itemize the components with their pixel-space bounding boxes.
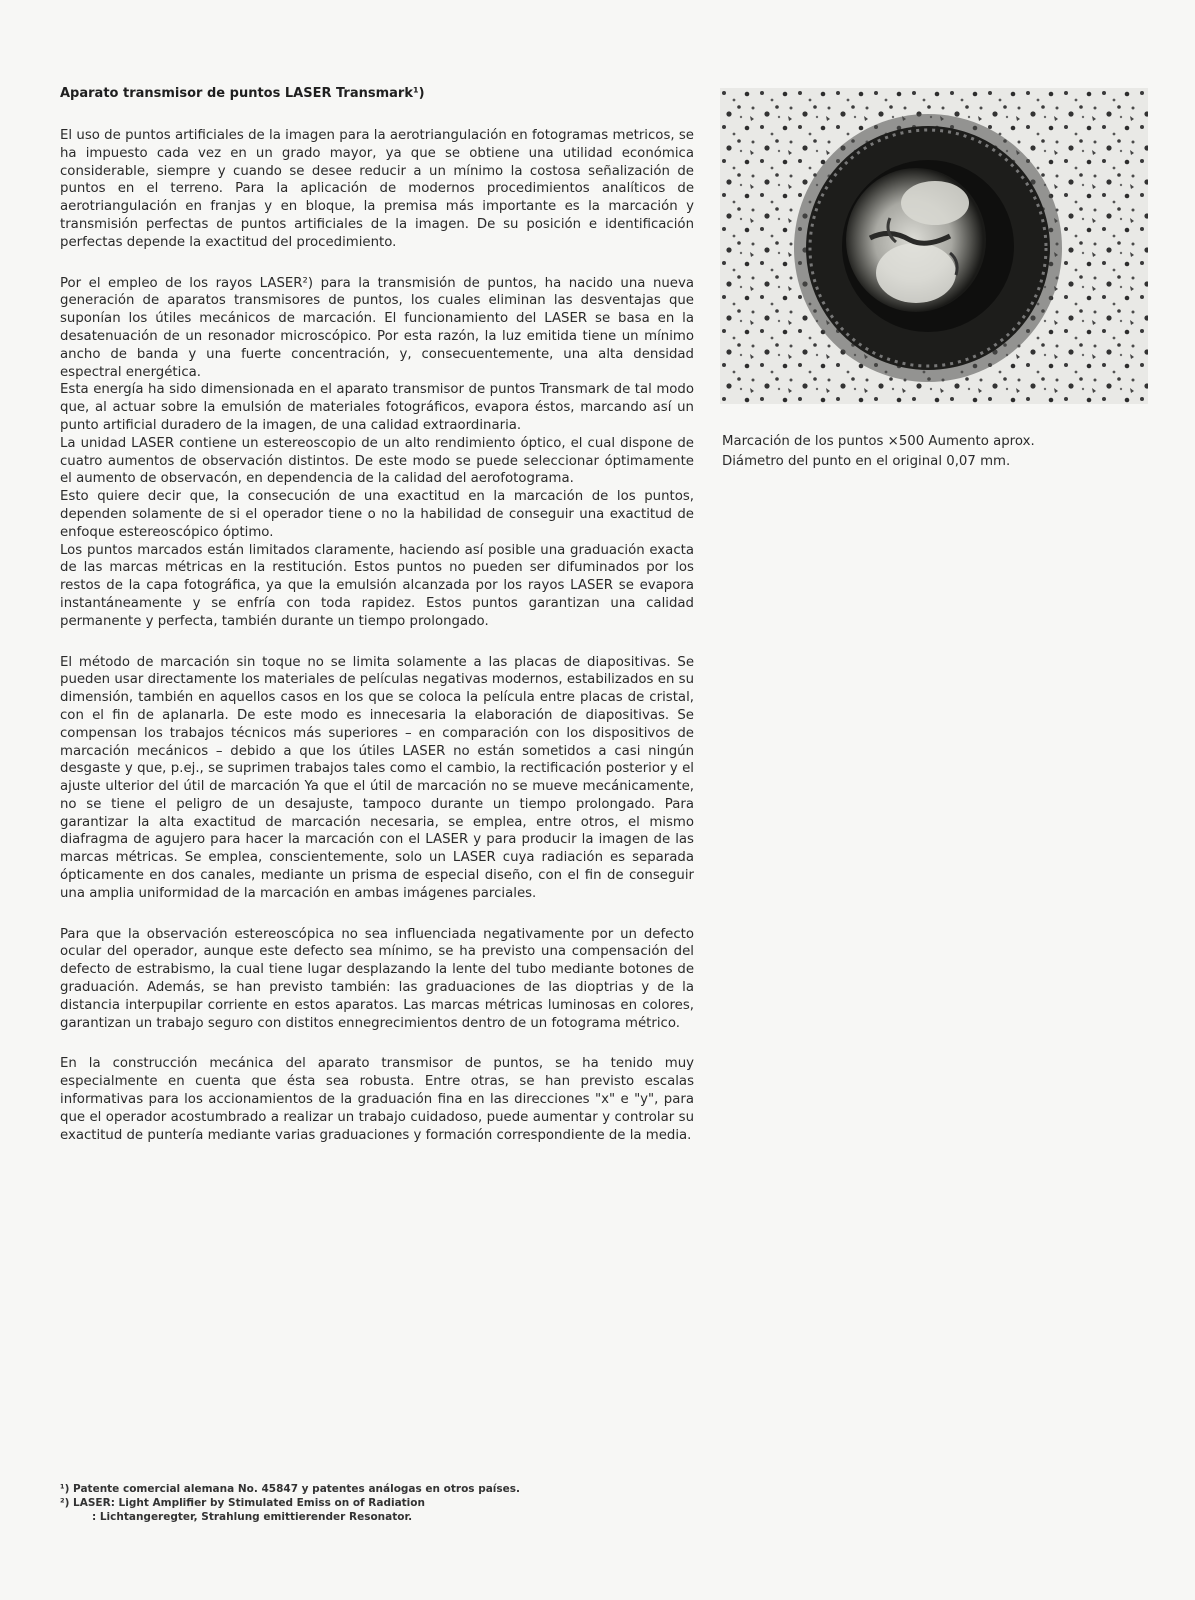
paragraph-points: Los puntos marcados están limitados claramente, haciendo así posible una graduación exacta de las marcas métricas en la restitución. Estos puntos no pueden ser difuminados por los restos de la capa fotográfica, ya que la emulsión alcanzada por los rayos LASER se evapora instantáneamente y se enfría con toda rapidez. Estos puntos garantizan una calidad permanente y perfecta, también durante un tiempo prolongado. <box>60 542 694 629</box>
micrograph-image <box>720 88 1148 404</box>
paragraph-observation: Para que la observación estereoscópica no sea influenciada negativamente por un defecto ocular del operador, aunque este defecto sea mínimo, se ha previsto una compensación del defecto de estrabismo, la cual tiene lugar desplazando la lente del tubo mediante botones de graduación. Además, se han previsto también: las graduaciones de las dioptrias y de la distancia interpupilar corriente en estos aparatos. Las marcas métricas luminosas en colores, garantizan un trabajo seguro con distitos ennegrecimientos dentro de un fotograma métrico. <box>60 926 694 1031</box>
paragraph-construction: En la construcción mecánica del aparato transmisor de puntos, se ha tenido muy especialmente en cuenta que ésta sea robusta. Entre otras, se han previsto escalas informativas para los accionamientos de la graduación fina en las direcciones "x" e "y", para que el operador acostumbrado a realizar un trabajo cuidadoso, puede aumentar y controlar su exactitud de puntería mediante varias graduaciones y formación correspondiente de la media. <box>60 1056 694 1143</box>
paragraph-intro: El uso de puntos artificiales de la imagen para la aerotriangulación en fotogramas metricos, se ha impuesto cada vez en un grado mayor, ya que se obtiene una utilidad económica considerable, siempre y cuando se desee reducir a un mínimo la costosa señalización de puntos en el terreno. Para la aplicación de modernos procedimientos analíticos de aerotriangulación en franjas y en bloque, la premisa más importante es la marcación y transmisión perfectas de puntos artificiales de la imagen. De su posición e identificación perfectas depende la exactitud del procedimiento. <box>60 128 694 250</box>
page-title: Aparato transmisor de puntos LASER Transmark¹) <box>60 86 425 101</box>
main-text-column <box>60 86 694 1161</box>
footnote-1: ¹) Patente comercial alemana No. 45847 y patentes análogas en otros países. <box>60 1483 521 1495</box>
footnote-2: ²) LASER: Light Amplifier by Stimulated Emiss on of Radiation <box>60 1497 425 1509</box>
footnotes <box>60 1482 680 1524</box>
caption-line-1: Marcación de los puntos ×500 Aumento aprox. <box>722 434 1035 449</box>
footnote-2-continued: : Lichtangeregter, Strahlung emittierender Resonator. <box>92 1511 413 1523</box>
paragraph-energy: Esta energía ha sido dimensionada en el aparato transmisor de puntos Transmark de tal modo que, al actuar sobre la emulsión de materiales fotográficos, evapora éstos, marcando así un punto artificial duradero de la imagen, de una calidad extraordinaria. <box>60 382 694 433</box>
caption-line-2: Diámetro del punto en el original 0,07 mm. <box>722 454 1011 469</box>
paragraph-precision: Esto quiere decir que, la consecución de una exactitud en la marcación de los puntos, dependen solamente de si el operador tiene o no la habilidad de conseguir una exactitud de enfoque estereoscópico óptimo. <box>60 489 694 540</box>
paragraph-laser: Por el empleo de los rayos LASER²) para la transmisión de puntos, ha nacido una nueva generación de aparatos transmisores de puntos, los cuales eliminan las desventajas que suponían los útiles mecánicos de marcación. El funcionamiento del LASER se basa en la desatenuación de un resonador microscópico. Por esta razón, la luz emitida tiene un mínimo ancho de banda y una fuerte concentración, y, consecuentemente, una alta densidad espectral energética. <box>60 275 694 380</box>
paragraph-unit: La unidad LASER contiene un estereoscopio de un alto rendimiento óptico, el cual dispone de cuatro aumentos de observación distintos. De este modo se puede seleccionar óptimamente el aumento de observacón, en dependencia de la calidad del aerofotograma. <box>60 435 694 487</box>
paragraph-method: El método de marcación sin toque no se limita solamente a las placas de diapositivas. Se pueden usar directamente los materiales de películas negativas modernos, estabilizados en su dimensión, también en aquellos casos en los que se coloca la película entre placas de cristal, con el fin de aplanarla. De este modo es innecesaria la elaboración de diapositivas. Se compensan los trabajos técnicos más superiores – en comparación con los dispositivos de marcación mecánicos – debido a que los útiles LASER no están sometidos a casi ningún desgaste y que, p.ej., se suprimen trabajos tales como el cambio, la rectificación posterior y el ajuste ulterior del útil de marcación Ya que el útil de marcación no se mueve mecánicamente, no se tiene el peligro de un desajuste, tampoco durante un tiempo prolongado. Para garantizar la alta exactitud de marcación necesaria, se emplea, entre otros, el mismo diafragma de agujero para hacer la marcación con el LASER y para producir la imagen de las marcas métricas. Se emplea, conscientemente, solo un LASER cuya radiación es separada ópticamente en dos canales, mediante un prisma de especial diseño, con el fin de conseguir una amplia uniformidad de la marcación en ambas imágenes parciales. <box>60 654 694 901</box>
image-caption <box>722 432 1142 472</box>
